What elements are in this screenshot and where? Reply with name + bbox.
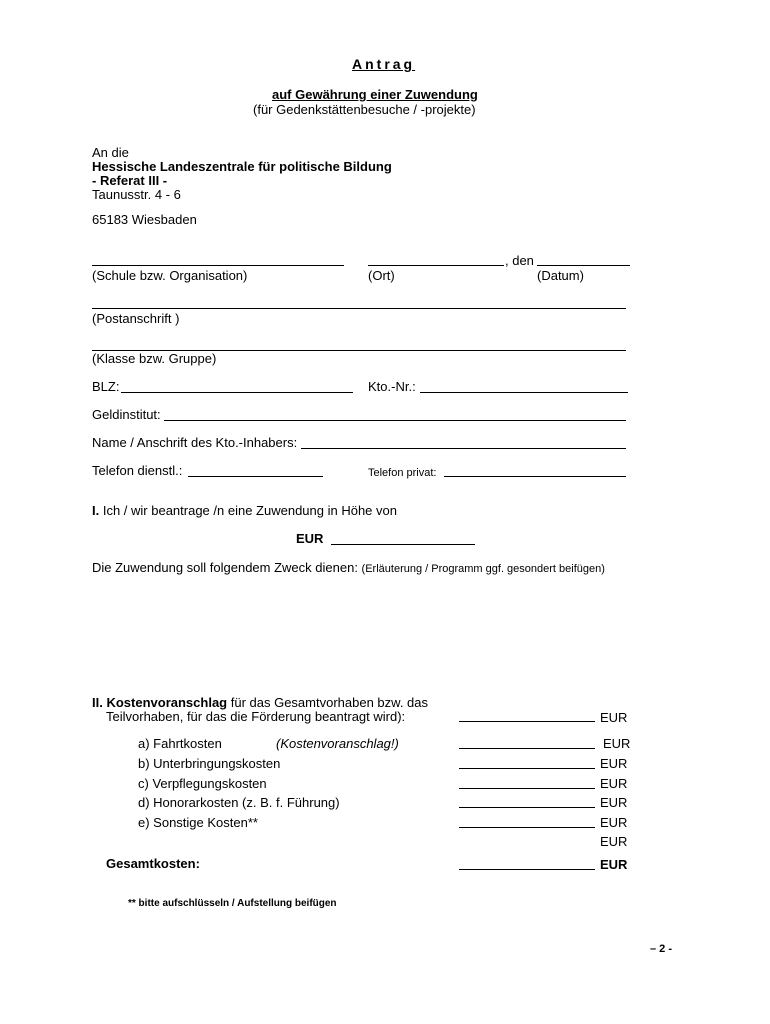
form-subtitle: auf Gewährung einer Zuwendung [272,87,478,102]
item-sonstige-unit: EUR [600,815,628,830]
inhaber-field[interactable] [301,434,626,449]
ort-label: (Ort) [368,268,395,283]
item-verpflegung-unit: EUR [600,776,628,791]
klasse-field[interactable] [92,336,626,351]
page-number: – 2 - [650,943,673,955]
kto-field[interactable] [420,378,628,393]
tel-privat-field[interactable] [444,462,626,477]
datum-label: (Datum) [537,268,584,283]
gesamtvorhaben-field[interactable] [459,707,595,722]
footnote: ** bitte aufschlüsseln / Aufstellung beifügen [128,898,337,909]
school-label: (Schule bzw. Organisation) [92,268,248,283]
address-salutation: An die [92,145,129,160]
fahrtkosten-field[interactable] [459,734,595,749]
total-label: Gesamtkosten: [106,856,200,871]
zweck-label: Die Zuwendung soll folgendem Zweck dienen: [92,560,362,575]
item-unterbringung-unit: EUR [600,756,628,771]
item-sonstige-label: e) Sonstige Kosten** [138,815,258,830]
extra-unit: EUR [600,834,628,849]
form-subtitle-purpose: (für Gedenkstättenbesuche / -projekte) [253,102,476,117]
kto-label: Kto.-Nr.: [368,379,416,394]
gesamtvorhaben-unit: EUR [600,710,628,725]
school-field[interactable] [92,251,344,266]
verpflegung-field[interactable] [459,774,595,789]
zuwendung-amount-field[interactable] [331,530,475,545]
geldinstitut-label: Geldinstitut: [92,407,161,422]
blz-label: BLZ: [92,379,120,394]
postanschrift-field[interactable] [92,294,626,309]
item-fahrtkosten-unit: EUR [603,736,631,751]
honorar-field[interactable] [459,793,595,808]
zweck-note: (Erläuterung / Programm ggf. gesondert beifügen) [361,563,605,575]
tel-dienst-field[interactable] [188,462,323,477]
form-title: Antrag [352,56,416,72]
section1-eur: EUR [296,531,324,546]
geldinstitut-field[interactable] [164,406,626,421]
unterbringung-field[interactable] [459,754,595,769]
address-org: Hessische Landeszentrale für politische Bildung [92,159,392,174]
inhaber-label: Name / Anschrift des Kto.-Inhabers: [92,435,298,450]
klasse-label: (Klasse bzw. Gruppe) [92,351,217,366]
datum-field[interactable] [537,251,630,266]
postanschrift-label: (Postanschrift ) [92,311,180,326]
section1-text [92,503,397,519]
item-honorar-label: d) Honorarkosten (z. B. f. Führung) [138,795,340,810]
ort-field[interactable] [368,251,504,266]
tel-dienst-label: Telefon dienstl.: [92,463,183,478]
total-unit: EUR [600,857,628,872]
den-text: , den [505,253,534,268]
address-dept: - Referat III - [92,173,168,188]
item-unterbringung-label: b) Unterbringungskosten [138,756,281,771]
total-field[interactable] [459,855,595,870]
zweck-text [92,560,605,577]
tel-privat-label: Telefon privat: [368,467,437,479]
item-fahrtkosten-note: (Kostenvoranschlag!) [276,736,399,751]
section1-body: Ich / wir beantrage /n eine Zuwendung in Höhe von [99,503,397,518]
section2-text1: für das Gesamtvorhaben bzw. das [227,695,429,710]
sonstige-field[interactable] [459,813,595,828]
item-honorar-unit: EUR [600,795,628,810]
blz-field[interactable] [121,378,353,393]
section1-roman: I. [92,503,100,518]
address-street: Taunusstr. 4 - 6 [92,187,181,202]
item-fahrtkosten-label: a) Fahrtkosten [138,736,222,751]
section2-text2: Teilvorhaben, für das die Förderung beantragt wird): [106,709,406,724]
section2-title: Kostenvoranschlag [106,695,228,710]
item-verpflegung-label: c) Verpflegungskosten [138,776,267,791]
section2-roman: II. [92,695,103,710]
address-city: 65183 Wiesbaden [92,212,197,227]
